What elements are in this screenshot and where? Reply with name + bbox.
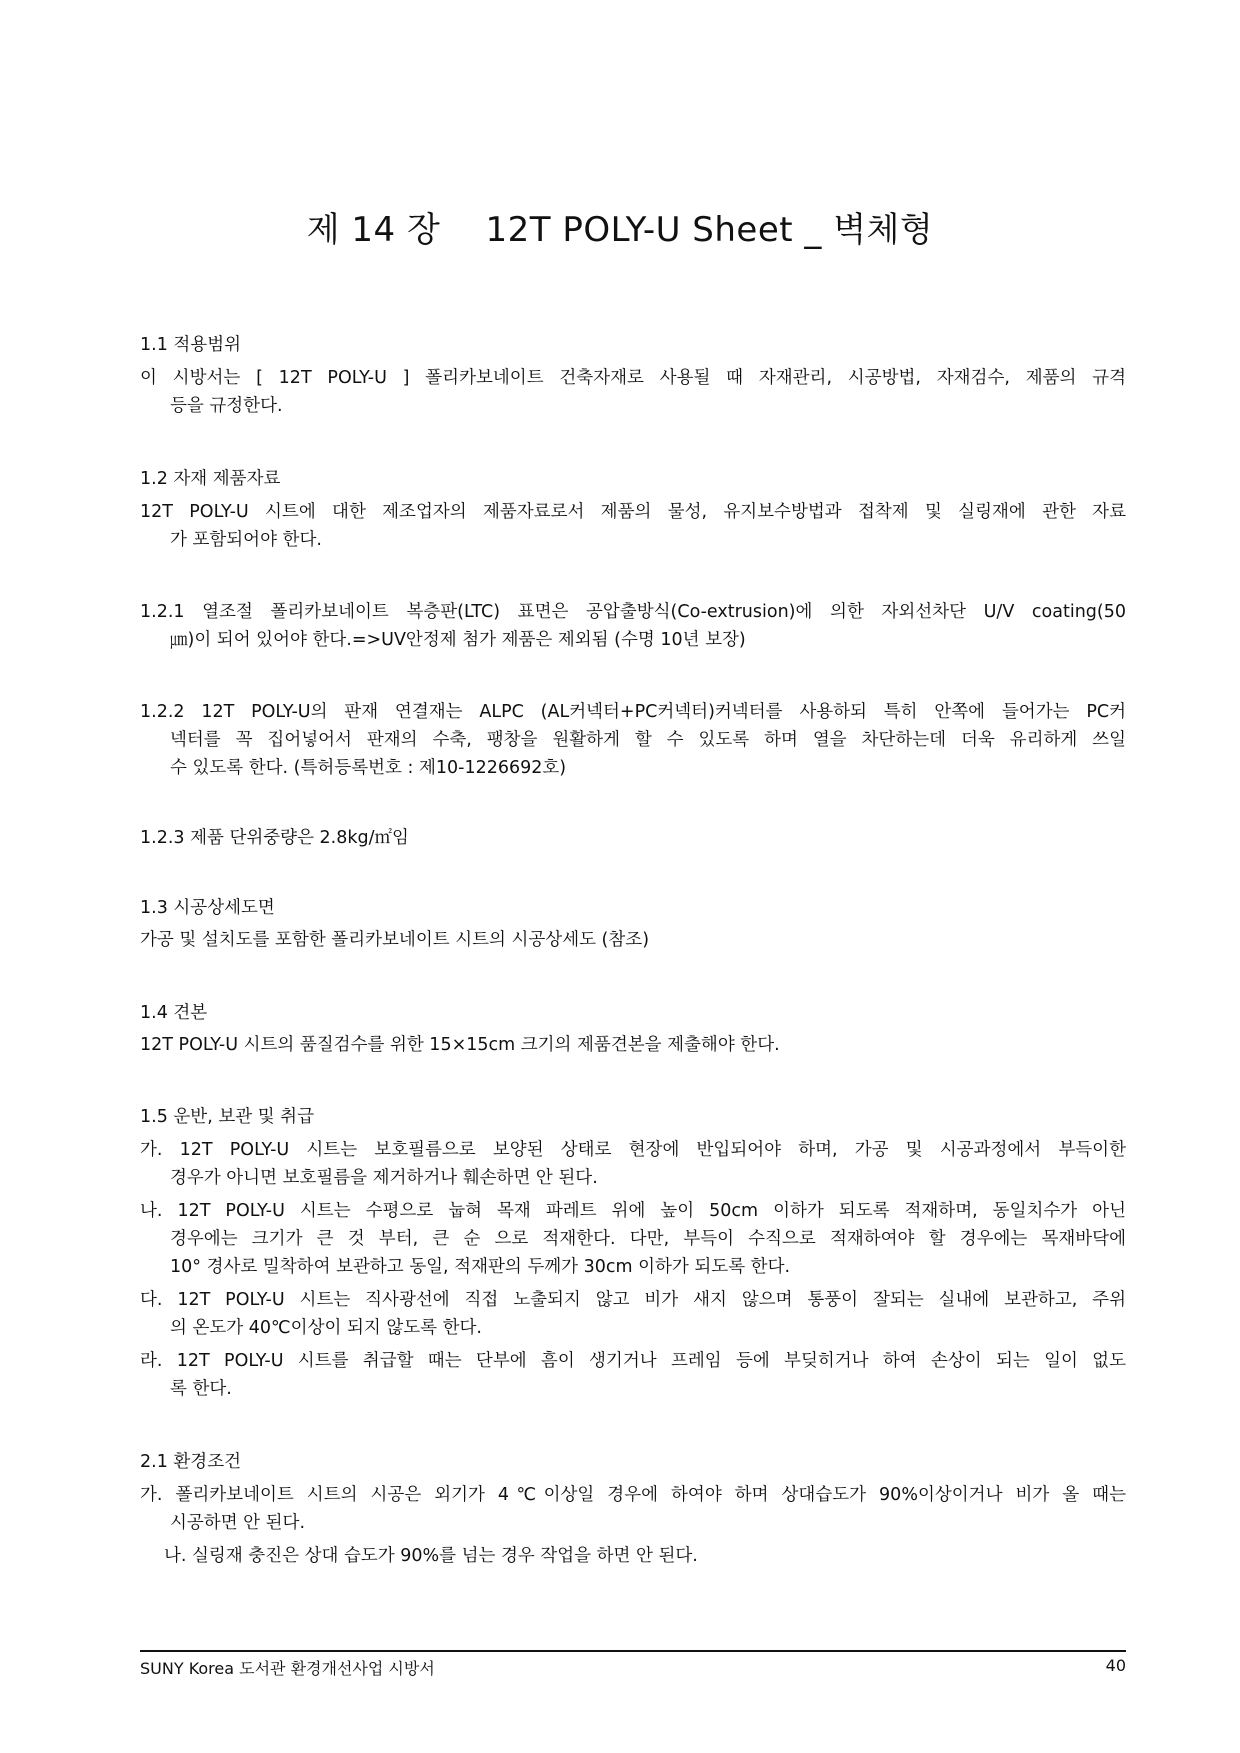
section-1-3-heading: 1.3 시공상세도면 bbox=[140, 898, 275, 918]
section-1-1-text: 이 시방서는 [ 12T POLY-U ] 폴리카보네이트 건축자재로 사용될 때 자재관리, 시공방법, 자재검수, 제품의 규격 bbox=[140, 368, 1126, 388]
section-1-2-1-text: 1.2.1 열조절 폴리카보네이트 복층판(LTC) 표면은 공압출방식(Co-extrusion)에 의한 자외선차단 U/V coating(50 bbox=[140, 602, 1126, 622]
section-1-2-text-cont: 가 포함되어야 한다. bbox=[170, 530, 322, 550]
section-1-2-1-text-cont: ㎛)이 되어 있어야 한다.=>UV안정제 첨가 제품은 제외됨 (수명 10년 보장) bbox=[170, 630, 746, 650]
section-1-4-text: 12T POLY-U 시트의 품질검수를 위한 15×15cm 크기의 제품견본을 제출해야 한다. bbox=[140, 1035, 780, 1055]
section-1-5-item-na: 나. 12T POLY-U 시트는 수평으로 눕혀 목재 파레트 위에 높이 50cm 이하가 되도록 적재하며, 동일치수가 아닌 bbox=[140, 1201, 1126, 1221]
section-1-5-item-da: 다. 12T POLY-U 시트는 직사광선에 직접 노출되지 않고 비가 새지 않으며 통풍이 잘되는 실내에 보관하고, 주위 bbox=[140, 1290, 1126, 1310]
section-2-1-item-na: 나. 실링재 충진은 상대 습도가 90%를 넘는 경우 작업을 하면 안 된다. bbox=[164, 1546, 698, 1566]
section-1-2-text: 12T POLY-U 시트에 대한 제조업자의 제품자료로서 제품의 물성, 유지보수방법과 접착제 및 실링재에 관한 자료 bbox=[140, 502, 1126, 522]
section-1-2-heading: 1.2 자재 제품자료 bbox=[140, 469, 281, 489]
section-2-1-heading: 2.1 환경조건 bbox=[140, 1452, 242, 1472]
section-1-5-item-na-cont: 경우에는 크기가 큰 것 부터, 큰 순 으로 적재한다. 다만, 부득이 수직으로 적재하여야 할 경우에는 목재바닥에 bbox=[170, 1229, 1126, 1249]
section-1-4-heading: 1.4 견본 bbox=[140, 1003, 208, 1023]
section-1-2-2-text-cont2: 수 있도록 한다. (특허등록번호 : 제10-1226692호) bbox=[170, 758, 567, 778]
footer-divider bbox=[140, 1650, 1126, 1652]
section-1-3-text: 가공 및 설치도를 포함한 폴리카보네이트 시트의 시공상세도 (참조) bbox=[140, 930, 650, 950]
section-1-5-item-ga: 가. 12T POLY-U 시트는 보호필름으로 보양된 상태로 현장에 반입되어야 하며, 가공 및 시공과정에서 부득이한 bbox=[140, 1140, 1126, 1160]
section-1-2-3-text: 1.2.3 제품 단위중량은 2.8kg/㎡임 bbox=[140, 828, 409, 848]
section-1-2-2-text-cont: 넥터를 꼭 집어넣어서 판재의 수축, 팽창을 원활하게 할 수 있도록 하며 열을 차단하는데 더욱 유리하게 쓰일 bbox=[170, 730, 1126, 750]
section-1-1-text-cont: 등을 규정한다. bbox=[170, 396, 283, 416]
section-1-5-item-ra-cont: 록 한다. bbox=[170, 1379, 232, 1399]
footer-document-title: SUNY Korea 도서관 환경개선사업 시방서 bbox=[140, 1659, 435, 1678]
section-1-5-item-na-cont2: 10° 경사로 밀착하여 보관하고 동일, 적재판의 두께가 30cm 이하가 되도록 한다. bbox=[170, 1257, 791, 1277]
section-1-5-item-ra: 라. 12T POLY-U 시트를 취급할 때는 단부에 흠이 생기거나 프레임 등에 부딪히거나 하여 손상이 되는 일이 없도 bbox=[140, 1351, 1126, 1371]
section-1-2-2-text: 1.2.2 12T POLY-U의 판재 연결재는 ALPC (AL커넥터+PC커넥터)커넥터를 사용하되 특히 안쪽에 들어가는 PC커 bbox=[140, 702, 1126, 722]
section-2-1-item-ga-cont: 시공하면 안 된다. bbox=[170, 1513, 306, 1533]
page-number: 40 bbox=[1105, 1656, 1126, 1675]
section-1-5-item-da-cont: 의 온도가 40℃이상이 되지 않도록 한다. bbox=[170, 1318, 482, 1338]
chapter-title: 제 14 장 12T POLY-U Sheet _ 벽체형 bbox=[306, 210, 934, 250]
section-2-1-item-ga: 가. 폴리카보네이트 시트의 시공은 외기가 4℃이상일 경우에 하여야 하며 상대습도가 90%이상이거나 비가 올 때는 bbox=[140, 1485, 1126, 1505]
section-1-5-item-ga-cont: 경우가 아니면 보호필름을 제거하거나 훼손하면 안 된다. bbox=[170, 1168, 598, 1188]
section-1-1-heading: 1.1 적용범위 bbox=[140, 335, 242, 355]
section-1-5-heading: 1.5 운반, 보관 및 취급 bbox=[140, 1107, 314, 1127]
